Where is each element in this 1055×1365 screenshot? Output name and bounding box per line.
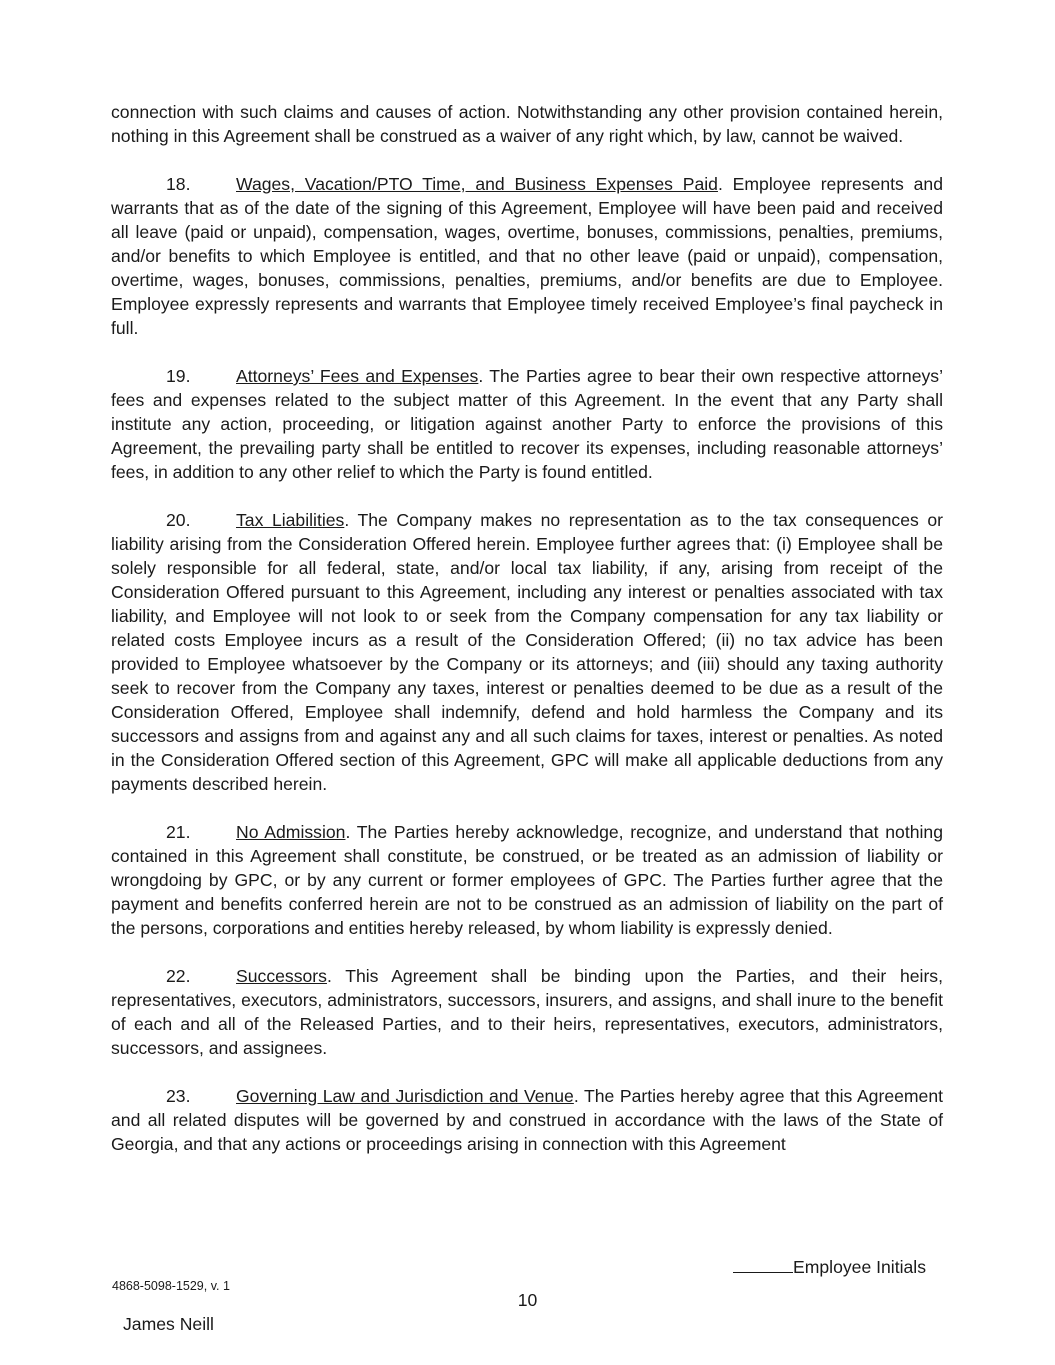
- paragraph-heading: No Admission: [236, 822, 346, 842]
- page-number: 10: [517, 1290, 538, 1310]
- paragraph-20: [111, 508, 943, 796]
- document-number: 4868-5098-1529, v. 1: [112, 1279, 230, 1293]
- paragraph-number: 23.: [166, 1086, 191, 1106]
- paragraph-text: . This Agreement shall be binding upon the Parties, and their heirs, representatives, executors, administrators, successors, insurers, and assigns, and shall inure to the benefit of each and all of the Released Parties, and to their heirs, representatives, executors, administrators, successors, and assignees.: [111, 966, 943, 1058]
- paragraph-heading: Governing Law and Jurisdiction and Venue: [236, 1086, 574, 1106]
- paragraph-number: 18.: [166, 174, 191, 194]
- paragraph-22: [111, 964, 943, 1060]
- paragraph-text: . The Company makes no representation as to the tax consequences or liability arising from the Consideration Offered herein. Employee further agrees that: (i) Employee shall be solely responsible for all federal, state, and/or local tax liability, if any, arising from receipt of the Consideration Offered pursuant to this Agreement, including any interest or penalties associated with tax liability, and Employee will not look to or seek from the Company compensation for any tax liability or related costs Employee incurs as a result of the Consideration Offered; (ii) no tax advice has been provided to Employee whatsoever by the Company or its attorneys; and (iii) should any taxing authority seek to recover from the Company any taxes, interest or penalties deemed to be due as a result of the Consideration Offered, Employee shall indemnify, defend and hold harmless the Company and its successors and assigns from and against any and all such claims for taxes, interest or penalties. As noted in the Consideration Offered section of this Agreement, GPC will make all applicable deductions from any payments described herein.: [111, 510, 943, 794]
- paragraph-number: 21.: [166, 822, 191, 842]
- paragraph-21: [111, 820, 943, 940]
- paragraph-19: [111, 364, 943, 484]
- employee-name: James Neill: [123, 1314, 214, 1334]
- paragraph-heading: Successors: [236, 966, 327, 986]
- initials-label: Employee Initials: [793, 1257, 926, 1277]
- paragraph-text: . The Parties hereby agree that this Agreement and all related disputes will be governed by and construed in accordance with the laws of the State of Georgia, and that any actions or proceedings arising in connection with this Agreement: [111, 1086, 944, 1154]
- paragraph-23: [111, 1084, 943, 1156]
- paragraph-text: . The Parties hereby acknowledge, recognize, and understand that nothing contained in this Agreement shall constitute, be construed, or be treated as an admission of liability or wrongdoing by GPC, or by any current or former employees of GPC. The Parties further agree that the payment and benefits conferred herein are not to be construed as an admission of liability on the part of the persons, corporations and entities hereby released, by whom liability is expressly denied.: [111, 822, 943, 938]
- paragraph-text: . Employee represents and warrants that as of the date of the signing of this Agreement, Employee will have been paid and received all leave (paid or unpaid), compensation, wages, overtime, bonuses, commissions, penalties, premiums, and/or benefits to which Employee is entitled, and that no other leave (paid or unpaid), compensation, overtime, wages, bonuses, commissions, penalties, premiums, and/or benefits are due to Employee. Employee expressly represents and warrants that Employee timely received Employee’s final paycheck in full.: [111, 174, 943, 338]
- paragraph-number: 20.: [166, 510, 191, 530]
- paragraph-heading: Tax Liabilities: [236, 510, 345, 530]
- employee-initials: [733, 1256, 926, 1278]
- document-body: [111, 100, 943, 1180]
- initials-blank-line: [733, 1256, 793, 1273]
- paragraph-text: connection with such claims and causes of action. Notwithstanding any other provision contained herein, nothing in this Agreement shall be construed as a waiver of any right which, by law, cannot be waived.: [111, 102, 943, 146]
- paragraph-continuation: [111, 100, 943, 148]
- paragraph-number: 19.: [166, 366, 191, 386]
- paragraph-number: 22.: [166, 966, 191, 986]
- paragraph-text: . The Parties agree to bear their own respective attorneys’ fees and expenses related to the subject matter of this Agreement. In the event that any Party shall institute any action, proceeding, or litigation against another Party to enforce the provisions of this Agreement, the prevailing party shall be entitled to recover its expenses, including reasonable attorneys’ fees, in addition to any other relief to which the Party is found entitled.: [111, 366, 943, 482]
- paragraph-18: [111, 172, 943, 340]
- paragraph-heading: Attorneys’ Fees and Expenses: [236, 366, 479, 386]
- paragraph-heading: Wages, Vacation/PTO Time, and Business Expenses Paid: [236, 174, 718, 194]
